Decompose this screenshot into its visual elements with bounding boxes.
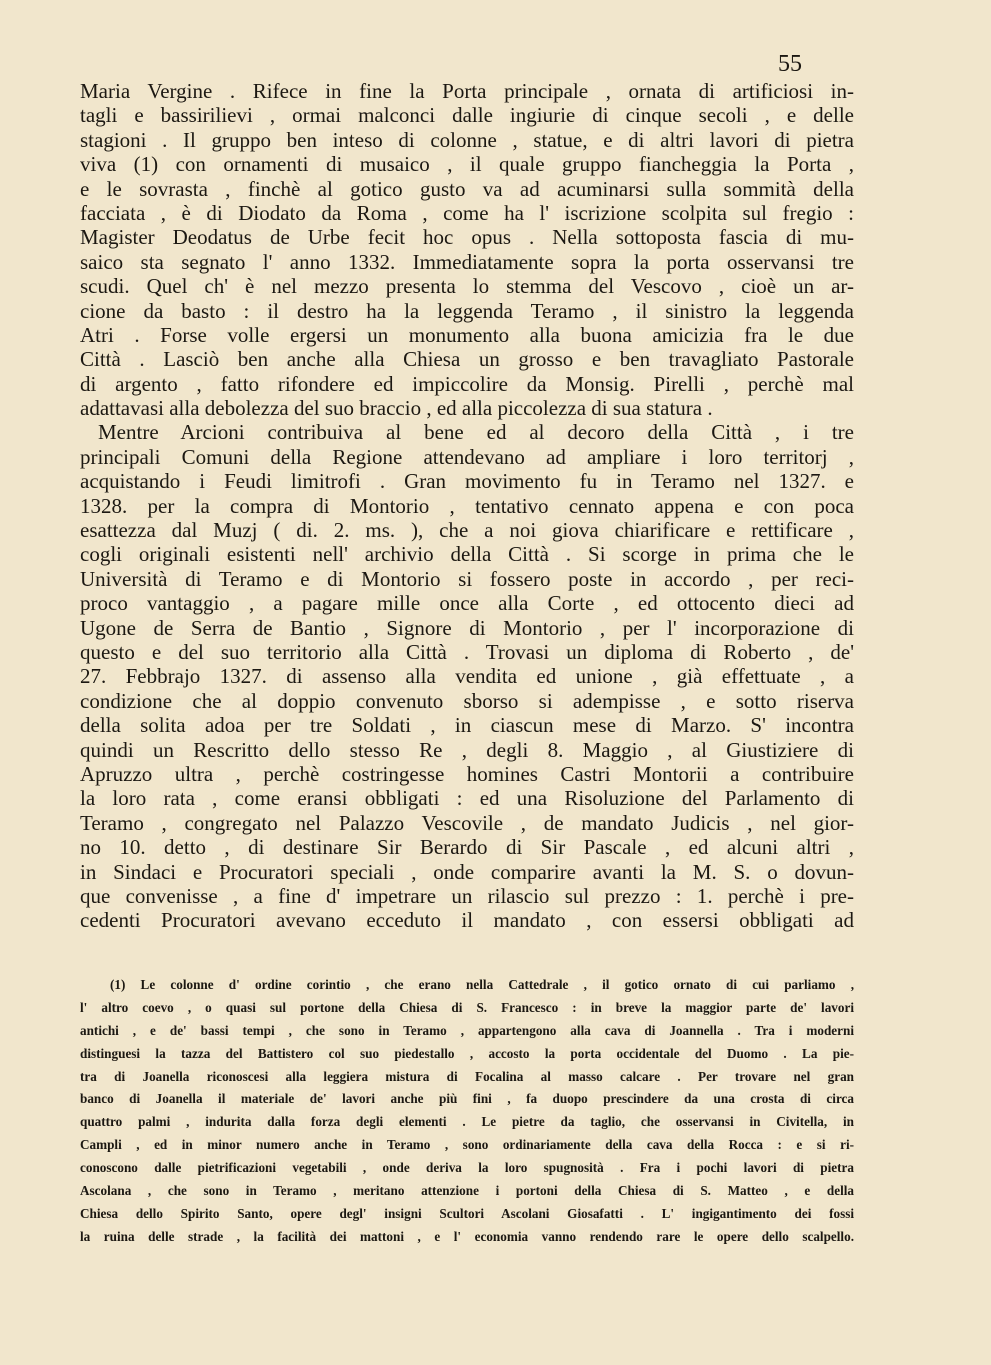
text-line: proco vantaggio , a pagare mille once alla Corte , ed ottocento dieci ad: [80, 591, 854, 616]
text-line: Ugone de Serra de Bantio , Signore di Montorio , per l' incorporazione di: [80, 615, 854, 640]
text-line: cedenti Procuratori avevano ecceduto il mandato , con essersi obbligati ad: [80, 908, 854, 933]
text-line: condizione che al doppio convenuto sborso si adempisse , e sotto riserva: [80, 688, 854, 713]
text-line: adattavasi alla debolezza del suo braccio , ed alla piccolezza di sua statura .: [80, 396, 713, 421]
text-line: facciata , è di Diodato da Roma , come ha l' iscrizione scolpita sul fregio :: [80, 200, 854, 225]
text-line: di argento , fatto rifondere ed impiccolire da Monsig. Pirelli , perchè mal: [80, 371, 854, 396]
text-line: cogli originali esistenti nell' archivio della Città . Si scorge in prima che le: [80, 542, 854, 567]
text-line: viva (1) con ornamenti di musaico , il quale gruppo fiancheggia la Porta ,: [80, 152, 854, 177]
footnote-line: tra di Joanella riconoscesi alla leggiera mistura di Focalina al masso calcare . Per trovare nel gran: [80, 1068, 854, 1084]
text-line: Magister Deodatus de Urbe fecit hoc opus . Nella sottoposta fascia di mu-: [80, 225, 854, 250]
text-line: 1328. per la compra di Montorio , tentativo cennato appena e con poca: [80, 493, 854, 518]
text-line: e le sovrasta , finchè al gotico gusto va ad acuminarsi sulla sommità della: [80, 176, 854, 201]
text-line: Mentre Arcioni contribuiva al bene ed al decoro della Città , i tre: [98, 420, 854, 445]
footnote-line: quattro palmi , indurita dalla forza degli elementi . Le pietre da taglio, che osservansi in Civitella, in: [80, 1114, 854, 1130]
text-line: 27. Febbrajo 1327. di assenso alla vendita ed unione , già effettuate , a: [80, 664, 854, 689]
footnote-line: banco di Joanella il materiale de' lavori anche più fini , fa duopo prescindere da una crosta di circa: [80, 1091, 854, 1107]
footnote-line: conoscono dalle pietrificazioni vegetabili , onde deriva la loro spugnosità . Fra i pochi lavori di pietra: [80, 1160, 854, 1176]
footnote-line: antichi , e de' bassi tempi , che sono in Teramo , appartengono alla cava di Joannella . Tra i moderni: [80, 1022, 854, 1038]
text-line: stagioni . Il gruppo ben inteso di colonne , statue, e di altri lavori di pietra: [80, 127, 854, 152]
footnote-line: la ruina delle strade , la facilità dei mattoni , e l' economia vanno rendendo rare le opere dello scalpello.: [80, 1228, 854, 1244]
text-line: in Sindaci e Procuratori speciali , onde comparire avanti la M. S. o dovun-: [80, 859, 854, 884]
footnote-line: l' altro coevo , o quasi sul portone della Chiesa di S. Francesco : in breve la maggior parte de' lavori: [80, 999, 854, 1015]
text-line: esattezza dal Muzj ( di. 2. ms. ), che a noi giova chiarificare e rettificare ,: [80, 518, 854, 543]
text-line: quindi un Rescritto dello stesso Re , degli 8. Maggio , al Giustiziere di: [80, 737, 854, 762]
footnotes: [80, 974, 854, 1249]
footnote-line: Ascolana , che sono in Teramo , meritano attenzione i portoni della Chiesa di S. Matteo , e della: [80, 1183, 854, 1199]
page-number: 55: [778, 51, 802, 77]
text-line: Università di Teramo e di Montorio si fossero poste in accordo , per reci-: [80, 566, 854, 591]
text-line: della solita adoa per tre Soldati , in ciascun mese di Marzo. S' incontra: [80, 713, 854, 738]
text-line: cione da basto : il destro ha la leggenda Teramo , il sinistro la leggenda: [80, 298, 854, 323]
footnote-line: distinguesi la tazza del Battistero col suo piedestallo , accosto la porta occidentale del Duomo . La pie-: [80, 1045, 854, 1061]
text-line: la loro rata , come eransi obbligati : ed una Risoluzione del Parlamento di: [80, 786, 854, 811]
footnote-line: (1) Le colonne d' ordine corintio , che erano nella Cattedrale , il gotico ornato di cui parliamo ,: [110, 977, 854, 992]
text-line: Teramo , congregato nel Palazzo Vescovile , de mandato Judicis , nel gior-: [80, 810, 854, 835]
text-line: no 10. detto , di destinare Sir Berardo di Sir Pascale , ed alcuni altri ,: [80, 835, 854, 860]
text-line: acquistando i Feudi limitrofi . Gran movimento fu in Teramo nel 1327. e: [80, 469, 854, 494]
main-text: [80, 79, 854, 933]
text-line: tagli e bassirilievi , ormai malconci dalle ingiurie di cinque secoli , e delle: [80, 103, 854, 128]
text-line: saico sta segnato l' anno 1332. Immediatamente sopra la porta osservansi tre: [80, 249, 854, 274]
text-line: questo e del suo territorio alla Città . Trovasi un diploma di Roberto , de': [80, 639, 854, 664]
text-line: Maria Vergine . Rifece in fine la Porta principale , ornata di artificiosi in-: [80, 79, 854, 103]
text-line: principali Comuni della Regione attendevano ad ampliare i loro territorj ,: [80, 444, 854, 469]
footnote-line: Chiesa dello Spirito Santo, opere degl' insigni Scultori Ascolani Giosafatti . L' ingigantimento dei fossi: [80, 1205, 854, 1221]
text-line: Città . Lasciò ben anche alla Chiesa un grosso e ben travagliato Pastorale: [80, 347, 854, 372]
footnote-line: Campli , ed in minor numero anche in Teramo , sono ordinariamente della cava della Rocca : e si ri-: [80, 1137, 854, 1153]
text-line: que convenisse , a fine d' impetrare un rilascio sul prezzo : 1. perchè i pre-: [80, 883, 854, 908]
text-line: scudi. Quel ch' è nel mezzo presenta lo stemma del Vescovo , cioè un ar-: [80, 274, 854, 299]
text-line: Apruzzo ultra , perchè costringesse homines Castri Montorii a contribuire: [80, 761, 854, 786]
text-line: Atri . Forse volle ergersi un monumento alla buona amicizia fra le due: [80, 322, 854, 347]
